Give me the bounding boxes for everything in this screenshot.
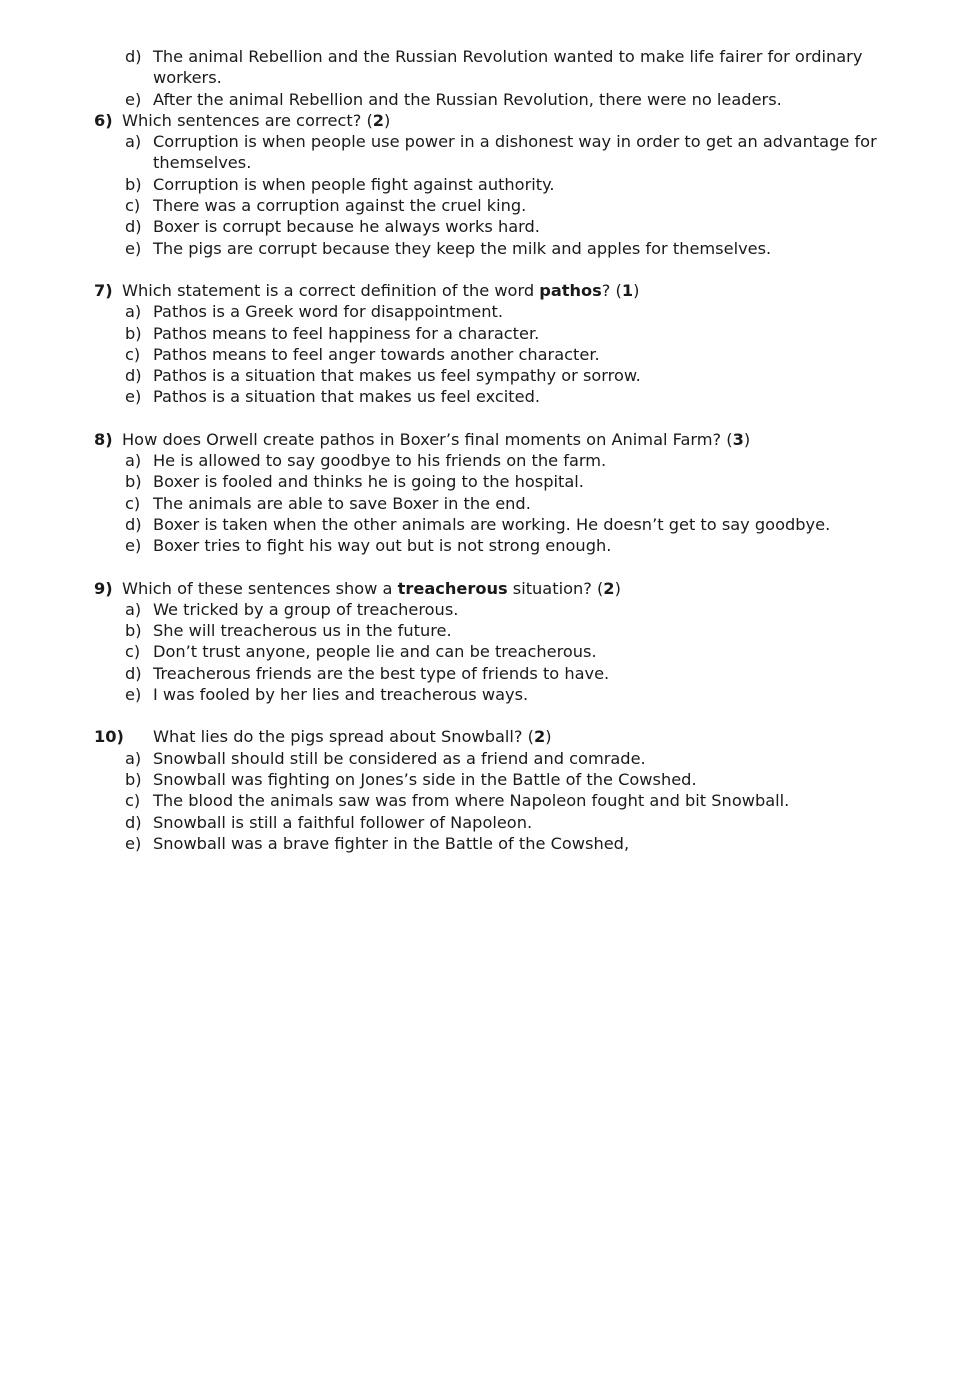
option-item (94, 89, 880, 110)
option-item (94, 641, 880, 662)
option-marker: c) (125, 344, 141, 364)
option-text: The animal Rebellion and the Russian Revolution wanted to make life fairer for ordinary workers. (153, 47, 863, 88)
question-marks: 3 (732, 429, 744, 449)
option-text: Pathos is a situation that makes us feel excited. (153, 387, 541, 407)
option-item (94, 365, 880, 386)
option-marker: c) (125, 493, 141, 513)
question-text-middle: ? ( (601, 280, 622, 300)
option-marker: e) (125, 536, 142, 556)
question-marks: 2 (372, 110, 385, 130)
question-number: 9) (94, 578, 113, 598)
document-body (94, 46, 880, 854)
option-text: We tricked by a group of treacherous. (153, 599, 459, 619)
question-text-tail: ) (545, 727, 552, 747)
option-text: Pathos means to feel anger towards another character. (153, 344, 600, 364)
option-item (94, 216, 880, 237)
option-marker: c) (125, 642, 141, 662)
question-block (94, 726, 880, 854)
question-heading (94, 280, 880, 301)
option-marker: b) (125, 323, 142, 343)
option-item (94, 833, 880, 854)
question-heading (94, 578, 880, 599)
question-text-tail: ) (743, 429, 751, 449)
option-marker: d) (125, 217, 142, 237)
question-text-middle: situation? ( (507, 578, 604, 598)
option-text: Pathos means to feel happiness for a character. (153, 323, 540, 343)
option-item (94, 514, 880, 535)
question-number: 6) (94, 110, 113, 130)
option-text: Snowball was a brave fighter in the Battle of the Cowshed, (153, 833, 630, 853)
option-text: Don’t trust anyone, people lie and can be treacherous. (153, 642, 597, 662)
option-marker: c) (125, 196, 141, 216)
question-keyword: pathos (539, 280, 602, 300)
option-list (94, 748, 880, 854)
question-text-tail: ) (633, 280, 640, 300)
option-text: The animals are able to save Boxer in the end. (153, 493, 531, 513)
option-item (94, 599, 880, 620)
question-text (122, 429, 880, 450)
option-text: Pathos is a Greek word for disappointment. (153, 302, 503, 322)
question-marks: 2 (603, 578, 615, 598)
option-list (94, 450, 880, 556)
option-text: Snowball was fighting on Jones’s side in the Battle of the Cowshed. (153, 769, 697, 789)
option-item (94, 238, 880, 259)
question-text-lead: Which statement is a correct definition of the word (122, 280, 540, 300)
question-text (122, 110, 880, 131)
option-text: Corruption is when people fight against authority. (153, 174, 555, 194)
option-marker: e) (125, 238, 142, 258)
option-item (94, 323, 880, 344)
option-item (94, 790, 880, 811)
option-text: The pigs are corrupt because they keep the milk and apples for themselves. (153, 238, 772, 258)
question-heading (94, 110, 880, 131)
question-number: 7) (94, 280, 113, 300)
option-text: Snowball is still a faithful follower of Napoleon. (153, 812, 533, 832)
option-text: Corruption is when people use power in a dishonest way in order to get an advantage for themselves. (153, 132, 877, 173)
option-item (94, 663, 880, 684)
question-heading (94, 726, 880, 747)
question-marks: 2 (533, 727, 546, 747)
option-marker: a) (125, 599, 142, 619)
option-item (94, 535, 880, 556)
question-text-tail: ) (384, 110, 391, 130)
option-item (94, 684, 880, 705)
question-text (122, 280, 880, 301)
option-marker: d) (125, 663, 142, 683)
option-marker: a) (125, 302, 142, 322)
option-text: Treacherous friends are the best type of friends to have. (153, 663, 610, 683)
option-text: She will treacherous us in the future. (153, 621, 452, 641)
option-text: There was a corruption against the cruel king. (153, 196, 527, 216)
option-text: Boxer is fooled and thinks he is going to the hospital. (153, 472, 584, 492)
question-number: 8) (94, 429, 113, 449)
option-text: The blood the animals saw was from where Napoleon fought and bit Snowball. (153, 791, 790, 811)
question-marks: 1 (621, 280, 634, 300)
option-list (94, 301, 880, 407)
option-item (94, 493, 880, 514)
option-marker: d) (125, 47, 142, 66)
question-block (94, 280, 880, 408)
question-text-tail: ) (614, 578, 621, 598)
question-text-lead: Which sentences are correct? ( (122, 110, 373, 130)
question-text-lead: What lies do the pigs spread about Snowball? ( (153, 727, 534, 747)
option-item (94, 131, 880, 174)
option-text: I was fooled by her lies and treacherous ways. (153, 685, 529, 705)
option-marker: b) (125, 472, 142, 492)
continued-options-list (94, 46, 880, 110)
question-text-lead: How does Orwell create pathos in Boxer’s final moments on Animal Farm? ( (122, 429, 733, 449)
option-marker: e) (125, 833, 142, 853)
option-item (94, 301, 880, 322)
option-marker: e) (125, 387, 142, 407)
option-marker: d) (125, 812, 142, 832)
option-marker: a) (125, 451, 142, 471)
question-text-lead: Which of these sentences show a (122, 578, 398, 598)
question-block (94, 110, 880, 259)
option-text: He is allowed to say goodbye to his friends on the farm. (153, 451, 607, 471)
option-item (94, 620, 880, 641)
option-marker: e) (125, 685, 142, 705)
option-marker: b) (125, 769, 142, 789)
option-marker: a) (125, 748, 142, 768)
option-item (94, 344, 880, 365)
option-item (94, 812, 880, 833)
option-marker: b) (125, 174, 142, 194)
question-block (94, 429, 880, 557)
option-text: After the animal Rebellion and the Russian Revolution, there were no leaders. (153, 89, 782, 109)
question-heading (94, 429, 880, 450)
question-keyword: treacherous (397, 578, 508, 598)
option-text: Boxer tries to fight his way out but is not strong enough. (153, 536, 612, 556)
option-item (94, 195, 880, 216)
option-item (94, 471, 880, 492)
option-text: Boxer is taken when the other animals are working. He doesn’t get to say goodbye. (153, 514, 831, 534)
option-item (94, 174, 880, 195)
question-text (122, 578, 880, 599)
option-marker: a) (125, 132, 142, 152)
question-number: 10) (94, 727, 124, 747)
option-text: Pathos is a situation that makes us feel sympathy or sorrow. (153, 366, 641, 386)
option-text: Boxer is corrupt because he always works hard. (153, 217, 540, 237)
question-block (94, 578, 880, 706)
option-item (94, 386, 880, 407)
option-marker: d) (125, 514, 142, 534)
option-marker: c) (125, 791, 141, 811)
option-item (94, 769, 880, 790)
questions-container (94, 110, 880, 854)
option-text: Snowball should still be considered as a friend and comrade. (153, 748, 646, 768)
option-list (94, 599, 880, 705)
option-marker: b) (125, 621, 142, 641)
option-item (94, 748, 880, 769)
option-marker: d) (125, 366, 142, 386)
option-marker: e) (125, 89, 142, 109)
option-item (94, 46, 880, 89)
question-text (153, 726, 880, 747)
option-item (94, 450, 880, 471)
option-list (94, 131, 880, 259)
